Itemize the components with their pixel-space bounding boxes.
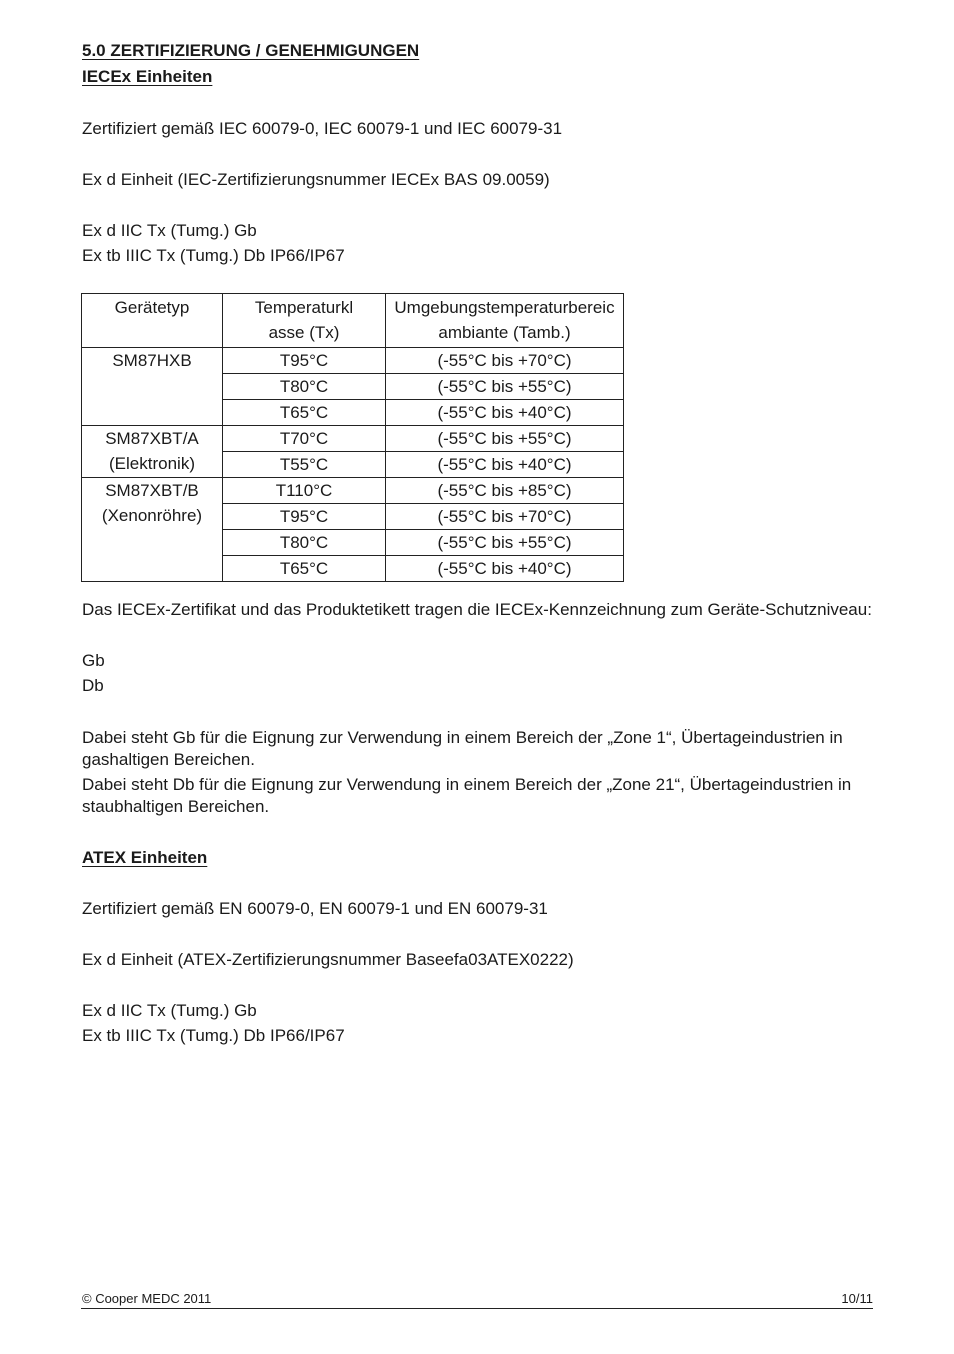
atex-certified-text: Zertifiziert gemäß EN 60079-0, EN 60079-1 und EN 60079-31 [82,899,548,918]
iecex-marking-gas: Ex d IIC Tx (Tumg.) Gb [82,221,257,240]
ambient-range-cell: (-55°C bis +85°C) [386,478,624,504]
device-type-cell: SM87HXB [82,348,223,426]
atex-unit-text: Ex d Einheit (ATEX-Zertifizierungsnummer Baseefa03ATEX0222) [82,950,574,969]
temp-class-cell: T80°C [223,374,386,400]
ambient-range-cell: (-55°C bis +40°C) [386,400,624,426]
footer-copyright: © Cooper MEDC 2011 [82,1291,212,1306]
atex-subheading: ATEX Einheiten [82,848,208,867]
temp-class-cell: T95°C [223,348,386,374]
header-ambient-range: Umgebungstemperaturbereic ambiante (Tamb.) [386,294,624,348]
ambient-range-cell: (-55°C bis +70°C) [386,348,624,374]
table-row [82,348,624,374]
ambient-range-cell: (-55°C bis +70°C) [386,504,624,530]
epl-db: Db [82,676,104,695]
ambient-range-cell: (-55°C bis +40°C) [386,556,624,582]
header-temperature-class: Temperaturkl asse (Tx) [223,294,386,348]
ambient-range-cell: (-55°C bis +55°C) [386,426,624,452]
ambient-range-cell: (-55°C bis +40°C) [386,452,624,478]
footer-page-number: 10/11 [841,1291,873,1306]
ambient-range-cell: (-55°C bis +55°C) [386,374,624,400]
temp-class-cell: T65°C [223,400,386,426]
temp-class-cell: T95°C [223,504,386,530]
atex-marking-gas: Ex d IIC Tx (Tumg.) Gb [82,1001,257,1020]
temp-class-cell: T65°C [223,556,386,582]
temperature-class-table [81,293,624,582]
db-explanation-line1: Dabei steht Db für die Eignung zur Verwendung in einem Bereich der „Zone 21“, Übertageindustrien in [82,775,852,794]
device-type-cell: SM87XBT/B (Xenonröhre) [82,478,223,582]
gb-explanation-line2: gashaltigen Bereichen. [82,750,255,769]
iecex-certified-text: Zertifiziert gemäß IEC 60079-0, IEC 60079-1 und IEC 60079-31 [82,119,563,138]
iecex-subheading: IECEx Einheiten [82,67,213,86]
temp-class-cell: T80°C [223,530,386,556]
temp-class-cell: T110°C [223,478,386,504]
iecex-unit-text: Ex d Einheit (IEC-Zertifizierungsnummer IECEx BAS 09.0059) [82,170,550,189]
label-marking-text: Das IECEx-Zertifikat und das Produktetikett tragen die IECEx-Kennzeichnung zum Geräte-Schutzniveau: [82,600,872,619]
iecex-marking-dust: Ex tb IIIC Tx (Tumg.) Db IP66/IP67 [82,246,345,265]
gb-explanation-line1: Dabei steht Gb für die Eignung zur Verwendung in einem Bereich der „Zone 1“, Übertageindustrien in [82,728,843,747]
temp-class-cell: T70°C [223,426,386,452]
epl-gb: Gb [82,651,105,670]
db-explanation-line2: staubhaltigen Bereichen. [82,797,270,816]
footer-divider [81,1308,873,1309]
ambient-range-cell: (-55°C bis +55°C) [386,530,624,556]
temp-class-cell: T55°C [223,452,386,478]
device-type-cell: SM87XBT/A (Elektronik) [82,426,223,478]
table-header-row [82,294,624,348]
table-row [82,426,624,452]
section-heading: 5.0 ZERTIFIZIERUNG / GENEHMIGUNGEN [82,41,420,60]
header-device-type: Gerätetyp [82,294,223,348]
atex-marking-dust: Ex tb IIIC Tx (Tumg.) Db IP66/IP67 [82,1026,345,1045]
table-row [82,478,624,504]
